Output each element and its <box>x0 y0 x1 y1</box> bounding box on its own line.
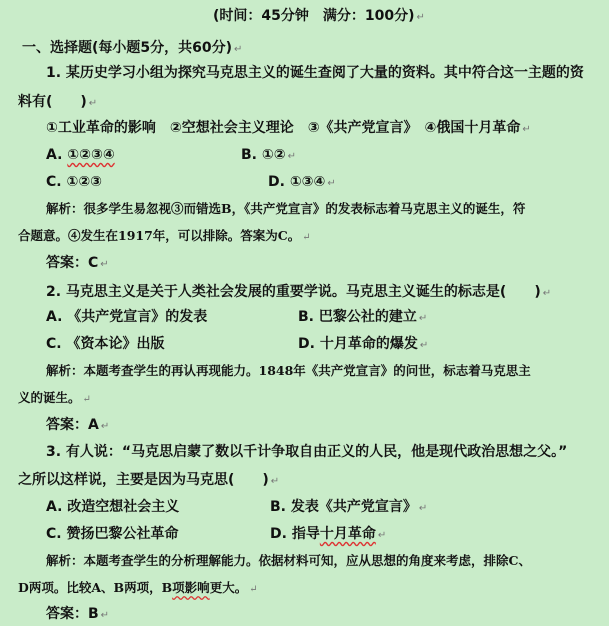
q3-option-b[interactable]: B. 发表《共产党宣言》 ↵ <box>270 499 428 515</box>
q1-explanation-line1: 解析：很多学生易忽视③而错选B，《共产党宣言》的发表标志着马克思主义的诞生，符 <box>46 201 526 216</box>
q2-explanation-line2: 义的诞生。 ↵ <box>18 390 91 405</box>
section-title: 一、选择题(每小题5分，共60分) ↵ <box>22 40 243 56</box>
q1-option-c[interactable]: C. ①②③ <box>46 174 103 190</box>
q1-stem-line1: 1. 某历史学习小组为探究马克思主义的诞生查阅了大量的资料。其中符合这一主题的资 <box>46 65 584 81</box>
q3-explanation-line1: 解析：本题考查学生的分析理解能力。依据材料可知，应从思想的角度来考虑，排除C、 <box>46 553 531 568</box>
q3-option-a[interactable]: A. 改造空想社会主义 <box>46 499 180 515</box>
q1-option-d[interactable]: D. ①③④ ↵ <box>268 174 336 190</box>
q2-option-a[interactable]: A. 《共产党宣言》的发表 <box>46 309 208 325</box>
q2-answer: 答案：A ↵ <box>46 417 110 433</box>
q1-stem-line2: 料有( ) ↵ <box>18 94 98 110</box>
q2-option-c[interactable]: C. 《资本论》出版 <box>46 336 165 352</box>
q2-option-d[interactable]: D. 十月革命的爆发 ↵ <box>298 336 429 352</box>
q3-answer: 答案：B ↵ <box>46 606 110 622</box>
q3-option-d[interactable]: D. 指导十月革命 ↵ <box>270 526 387 542</box>
q2-explanation-line1: 解析：本题考查学生的再认再现能力。1848年《共产党宣言》的问世，标志着马克思主 <box>46 363 531 378</box>
q3-explanation-line2: D两项。比较A、B两项，B项影响更大。 ↵ <box>18 580 258 595</box>
q3-stem-line2: 之所以这样说，主要是因为马克思( ) ↵ <box>18 472 280 488</box>
q3-stem-line1: 3. 有人说：“马克思启蒙了数以千计争取自由正义的人民，他是现代政治思想之父。” <box>46 444 568 460</box>
q1-answer: 答案：C ↵ <box>46 255 109 271</box>
q2-option-b[interactable]: B. 巴黎公社的建立 ↵ <box>298 309 428 325</box>
q3-option-c[interactable]: C. 赞扬巴黎公社革命 <box>46 526 179 542</box>
q1-explanation-line2: 合题意。④发生在1917年，可以排除。答案为C。 ↵ <box>18 228 311 243</box>
q1-option-b[interactable]: B. ①② ↵ <box>241 147 296 163</box>
time-score-header: (时间：45分钟 满分：100分) ↵ <box>213 8 425 24</box>
q2-stem: 2. 马克思主义是关于人类社会发展的重要学说。马克思主义诞生的标志是( ) ↵ <box>46 284 552 300</box>
q1-option-a[interactable]: A. ①②③④ <box>46 147 115 163</box>
q1-items: ①工业革命的影响 ②空想社会主义理论 ③《共产党宣言》 ④俄国十月革命 ↵ <box>46 120 531 136</box>
